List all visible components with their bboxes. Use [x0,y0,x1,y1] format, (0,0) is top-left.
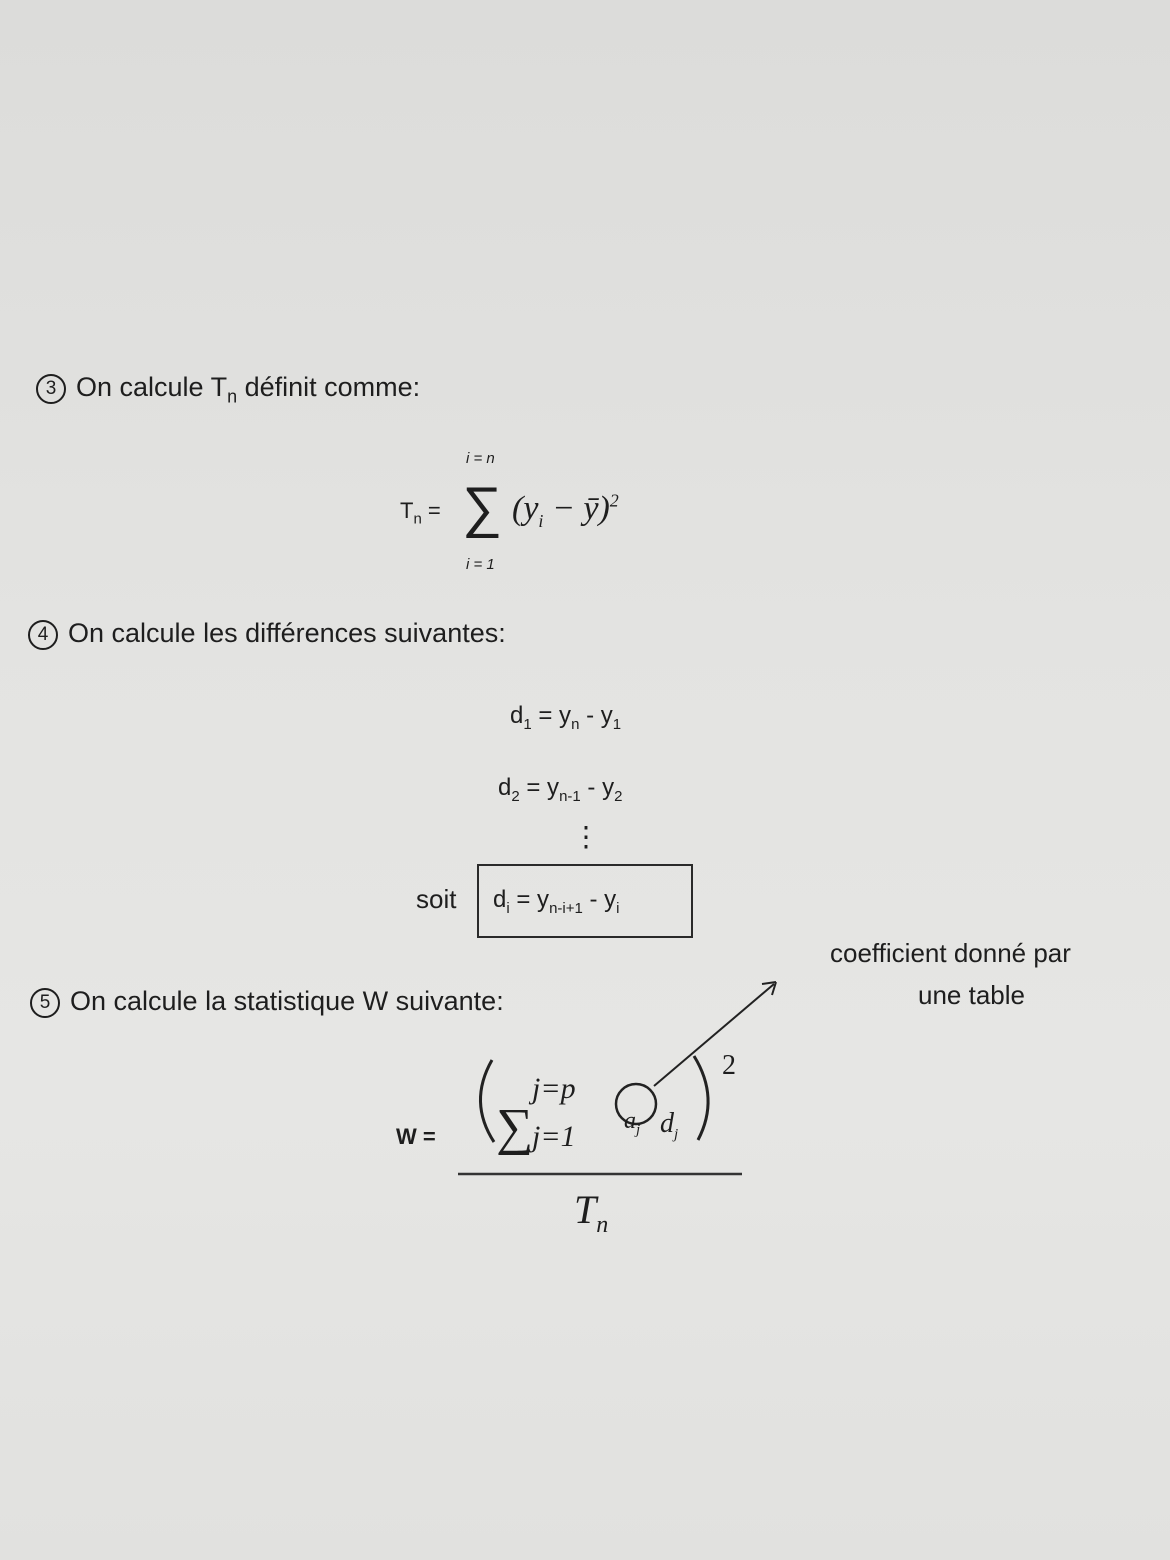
difference-di: $d_i = y_{n-i+1} - y_i$ [493,886,620,917]
tn-sum-lower: i = 1 [466,556,495,573]
step-4-number: 4 [28,620,58,650]
difference-d1: $d_1 = y_n - y_1$ [510,702,622,733]
arrow-line [654,984,774,1086]
tn-sum-body: ($y_i$ − ȳ)$^2$ [512,490,619,531]
tn-lhs: $T_n$ = [400,498,441,528]
step-4-heading [28,618,506,650]
sigma-symbol: ∑ [462,475,502,538]
step-5-heading [30,986,504,1018]
w-formula-strokes [440,970,800,1220]
difference-d2: $d_2 = y_{n-1} - y_2$ [498,774,623,805]
step-3-text2: définit comme: [237,372,421,402]
w-sum-lower: j=1 [532,1120,576,1153]
step-5-number: 5 [30,988,60,1018]
w-sum-upper: j=p [532,1072,576,1105]
tn-sum-upper: i = n [466,450,495,467]
w-denominator: $T_n$ [574,1187,609,1238]
tn-formula [400,442,740,582]
w-lhs: W = [396,1124,436,1149]
note-line-2: une table [918,980,1025,1010]
w-aj: $a_j$ [624,1108,641,1138]
w-sigma-symbol: ∑ [496,1099,534,1156]
step-5-text: On calcule la statistique W suivante: [70,986,504,1016]
di-box [477,864,693,938]
vertical-dots: ⋮ [572,821,600,852]
step-3-heading [36,372,420,407]
note-line-1: coefficient donné par [830,938,1071,968]
w-exponent: 2 [722,1050,736,1081]
step-3-text: On calcule T [76,372,228,402]
step-3-sub: n [227,386,238,407]
soit-label: soit [416,884,457,914]
w-dj: $d_j$ [660,1108,679,1143]
step-4-text: On calcule les différences suivantes: [68,618,506,648]
step-3-number: 3 [36,374,66,404]
